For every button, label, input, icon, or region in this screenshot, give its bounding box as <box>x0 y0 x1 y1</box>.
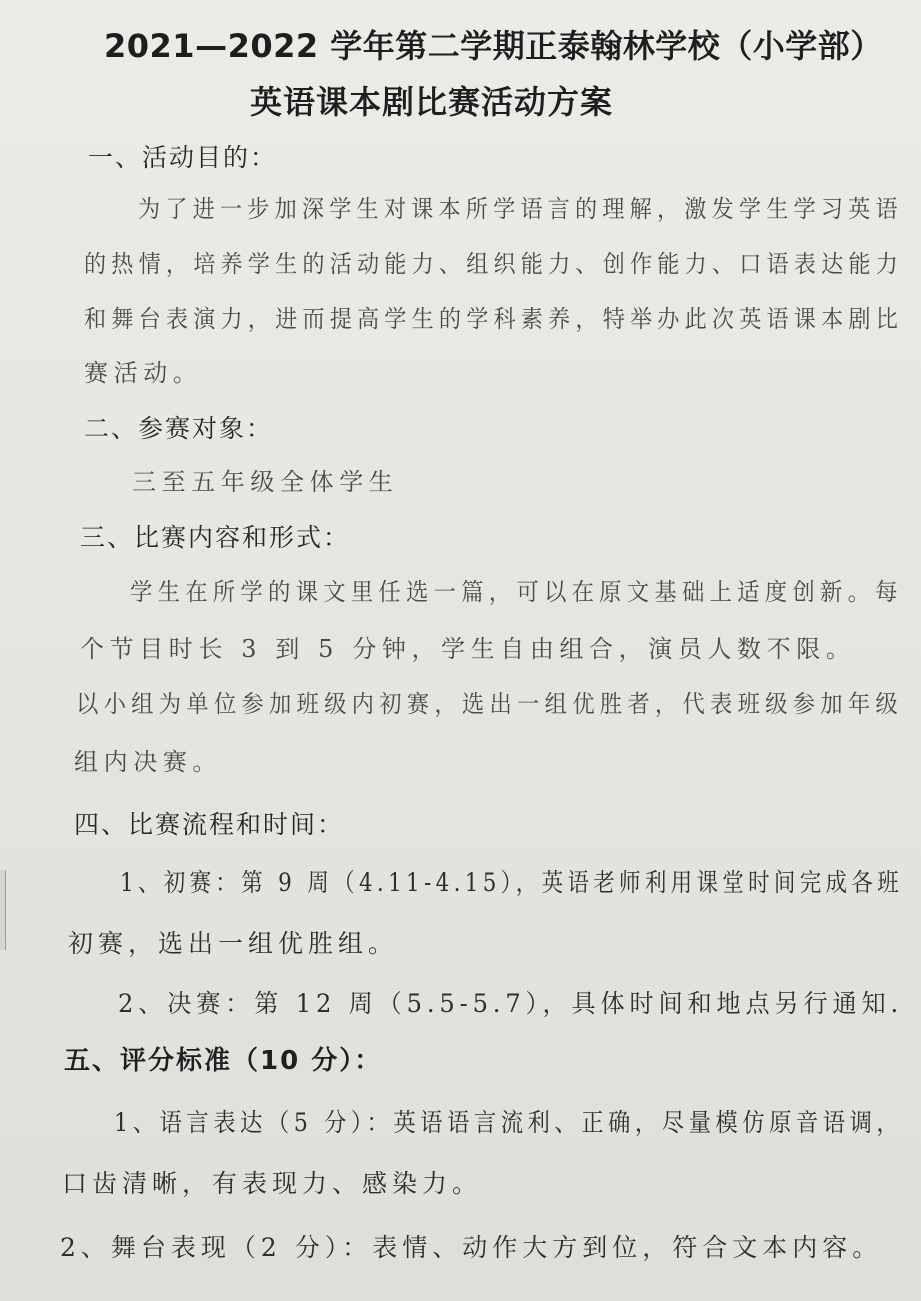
section3-line-1: 学生在所学的课文里任选一篇，可以在原文基础上适度创新。每 <box>130 578 903 606</box>
section4-line-3: 2、决赛：第 12 周（5.5-5.7），具体时间和地点另行通知. <box>118 989 903 1018</box>
section3-line-2: 个节目时长 3 到 5 分钟，学生自由组合，演员人数不限。 <box>80 635 856 663</box>
section5-line-1: 1、语言表达（5 分）：英语语言流利、正确，尽量模仿原音语调， <box>114 1108 904 1137</box>
section4-line-1: 1、初赛：第 9 周（4.11-4.15），英语老师利用课堂时间完成各班 <box>120 868 903 897</box>
document-subtitle: 英语课本剧比赛活动方案 <box>250 83 614 121</box>
section3-heading: 三、比赛内容和形式： <box>80 523 351 552</box>
section5-line-3: 2、舞台表现（2 分）：表情、动作大方到位，符合文本内容。 <box>60 1233 883 1262</box>
section1-line-2: 的热情，培养学生的活动能力、组织能力、创作能力、口语表达能力 <box>84 250 904 278</box>
section1-line-1: 为了进一步加深学生对课本所学语言的理解，激发学生学习英语 <box>138 195 903 223</box>
section1-heading: 一、活动目的： <box>88 143 278 172</box>
section5-line-2: 口齿清晰，有表现力、感染力。 <box>62 1169 483 1198</box>
section1-line-3: 和舞台表演力，进而提高学生的学科素养，特举办此次英语课本剧比 <box>84 305 904 333</box>
section5-heading: 五、评分标准（10 分）： <box>64 1046 383 1076</box>
section2-heading: 二、参赛对象： <box>84 414 274 443</box>
section1-line-4: 赛活动。 <box>84 359 203 387</box>
section3-line-3: 以小组为单位参加班级内初赛，选出一组优胜者，代表班级参加年级 <box>76 690 903 718</box>
section4-line-2: 初赛，选出一组优胜组。 <box>68 929 399 958</box>
section4-heading: 四、比赛流程和时间： <box>74 810 345 839</box>
section3-line-4: 组内决赛。 <box>74 748 222 776</box>
page-edge-shadow <box>0 870 6 950</box>
document-title: 2021—2022 学年第二学期正泰翰林学校（小学部） <box>104 27 883 65</box>
section2-line-1: 三至五年级全体学生 <box>132 468 399 496</box>
